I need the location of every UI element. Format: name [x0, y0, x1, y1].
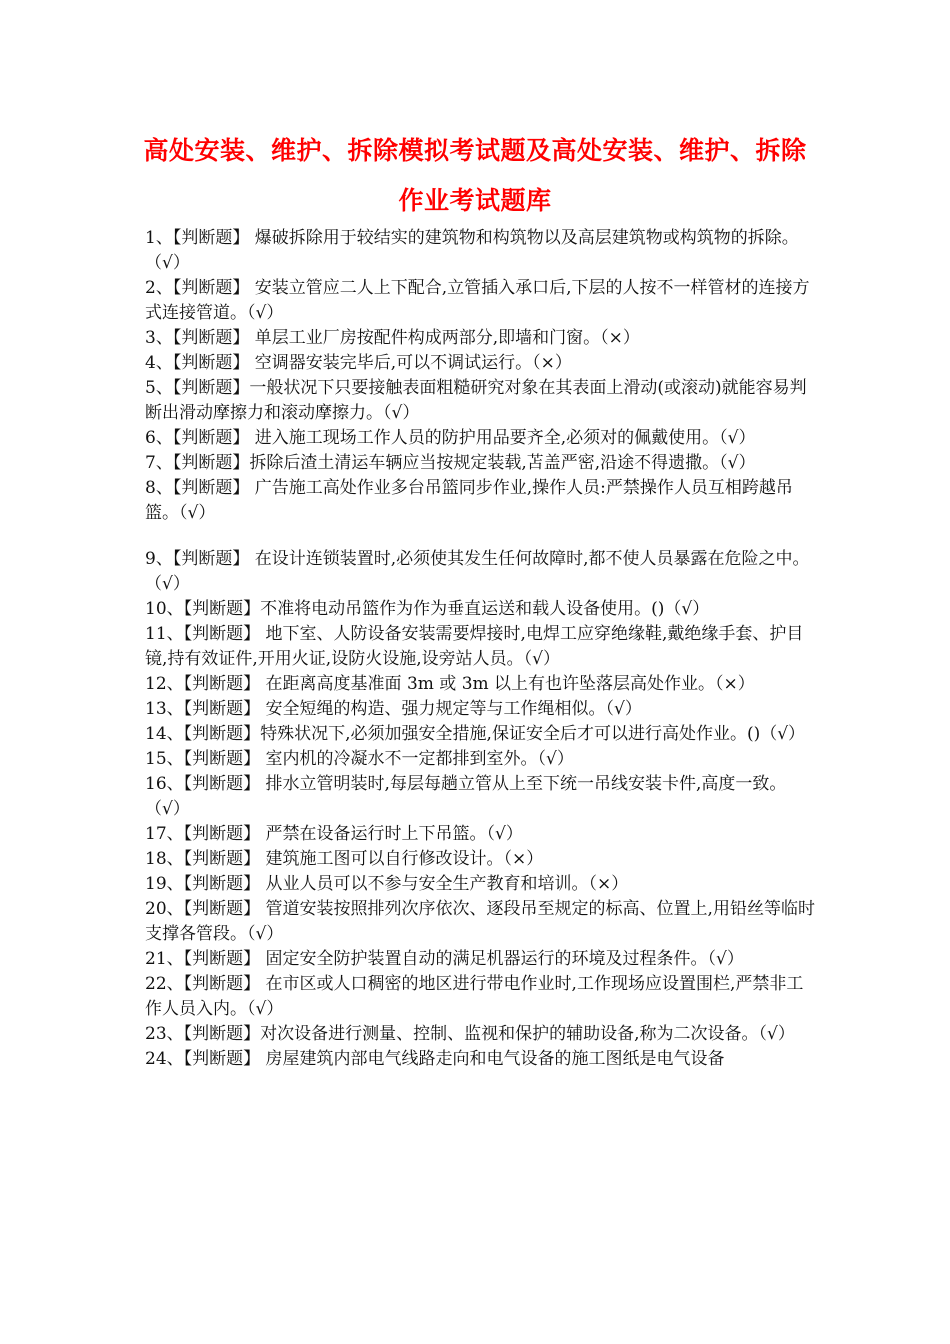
question-answer: （√） [719, 428, 756, 448]
question-item [145, 697, 817, 722]
question-type-tag: 【判断题】 [172, 453, 250, 473]
question-item [145, 1022, 817, 1047]
question-answer: （√） [537, 749, 574, 769]
question-text: 空调器安装完毕后,可以不调试运行。 [249, 353, 533, 373]
question-number: 18、 [145, 849, 184, 869]
question-text: 管道安装按照排列次序依次、逐段吊至规定的标高、位置上,用铅丝等临时支撑各管段。 [145, 899, 815, 944]
question-type-tag: 【判断题】 [172, 478, 250, 498]
question-number: 13、 [145, 699, 184, 719]
question-text: 广告施工高处作业多台吊篮同步作业,操作人员:严禁操作人员互相跨越吊篮。 [145, 478, 793, 523]
question-number: 2、 [145, 278, 173, 298]
question-answer: （√） [664, 599, 710, 619]
question-text: 对次设备进行测量、控制、监视和保护的辅助设备,称为二次设备。 [260, 1024, 759, 1044]
question-number: 20、 [145, 899, 184, 919]
question-item [145, 426, 817, 451]
question-text: 爆破拆除用于较结实的建筑物和构筑物以及高层建筑物或构筑物的拆除。 [249, 228, 799, 248]
question-number: 15、 [145, 749, 184, 769]
question-answer: （√） [707, 949, 744, 969]
question-type-tag: 【判断题】 [183, 874, 261, 894]
question-text: 安全短绳的构造、强力规定等与工作绳相似。 [260, 699, 606, 719]
question-text: 从业人员可以不参与安全生产教育和培训。 [260, 874, 589, 894]
question-item [145, 351, 817, 376]
question-answer: （√） [383, 403, 420, 423]
question-text: 安装立管应二人上下配合,立管插入承口后,下层的人按不一样管材的连接方式连接管道。 [145, 278, 810, 323]
question-text: 在距离高度基准面 3m 或 3m 以上有也许坠落层高处作业。 [260, 674, 716, 694]
question-text: 单层工业厂房按配件构成两部分,即墙和门窗。 [249, 328, 601, 348]
question-number: 19、 [145, 874, 184, 894]
question-text: 一般状况下只要接触表面粗糙研究对象在其表面上滑动(或滚动)就能容易判断出滑动摩擦力和滚动摩擦力。 [145, 378, 807, 423]
question-number: 17、 [145, 824, 184, 844]
question-number: 8、 [145, 478, 173, 498]
question-number: 23、 [145, 1024, 184, 1044]
question-type-tag: 【判断题】 [183, 749, 261, 769]
question-text: 固定安全防护装置自动的满足机器运行的环境及过程条件。 [260, 949, 708, 969]
question-item [145, 772, 817, 822]
question-answer: （√） [247, 924, 284, 944]
question-text: 在设计连锁装置时,必须使其发生任何故障时,都不使人员暴露在危险之中。 [249, 549, 810, 569]
document-title: 高处安装、维护、拆除模拟考试题及高处安装、维护、拆除作业考试题库 [143, 136, 807, 215]
question-type-tag: 【判断题】 [172, 228, 250, 248]
question-answer: （√） [145, 574, 190, 594]
question-item [145, 451, 817, 476]
question-item [145, 326, 817, 351]
question-number: 1、 [145, 228, 173, 248]
question-number: 5、 [145, 378, 173, 398]
question-item [145, 972, 817, 1022]
question-text: 排水立管明装时,每层每趟立管从上至下统一吊线安装卡件,高度一致。 [260, 774, 787, 794]
question-type-tag: 【判断题】 [172, 428, 250, 448]
question-item [145, 747, 817, 772]
question-text: 严禁在设备运行时上下吊篮。 [260, 824, 487, 844]
question-type-tag: 【判断题】 [172, 278, 250, 298]
question-text: 特殊状况下,必须加强安全措施,保证安全后才可以进行高处作业。() [260, 724, 761, 744]
question-number: 16、 [145, 774, 184, 794]
question-item [145, 276, 817, 326]
question-item [145, 622, 817, 672]
question-type-tag: 【判断题】 [183, 899, 261, 919]
question-type-tag: 【判断题】 [183, 974, 261, 994]
question-number: 6、 [145, 428, 173, 448]
question-item [145, 597, 817, 622]
question-type-tag: 【判断题】 [172, 328, 250, 348]
question-answer: （×） [715, 674, 755, 694]
question-answer: （√） [145, 799, 190, 819]
question-type-tag: 【判断题】 [183, 949, 261, 969]
question-text: 房屋建筑内部电气线路走向和电气设备的施工图纸是电气设备 [260, 1049, 725, 1069]
question-number: 3、 [145, 328, 173, 348]
question-number: 22、 [145, 974, 184, 994]
question-answer: （√） [145, 253, 190, 273]
question-answer: （√） [760, 724, 806, 744]
question-number: 21、 [145, 949, 184, 969]
question-number: 12、 [145, 674, 184, 694]
question-text: 进入施工现场工作人员的防护用品要齐全,必须对的佩戴使用。 [249, 428, 720, 448]
question-text: 在市区或人口稠密的地区进行带电作业时,工作现场应设置围栏,严禁非工作人员入内。 [145, 974, 804, 1019]
question-type-tag: 【判断题】 [183, 824, 261, 844]
question-type-tag: 【判断题】 [183, 774, 261, 794]
question-answer: （√） [247, 303, 284, 323]
question-answer: （×） [532, 353, 572, 373]
question-text: 拆除后渣土清运车辆应当按规定装载,苫盖严密,沿途不得遗撒。 [249, 453, 720, 473]
question-type-tag: 【判断题】 [183, 624, 261, 644]
question-text: 室内机的冷凝水不一定都排到室外。 [260, 749, 538, 769]
question-item [145, 872, 817, 897]
question-number: 24、 [145, 1049, 184, 1069]
question-item [145, 822, 817, 847]
question-item [145, 1047, 817, 1072]
question-answer: （×） [503, 849, 544, 869]
question-type-tag: 【判断题】 [183, 699, 261, 719]
question-answer: （√） [179, 503, 216, 523]
question-item [145, 476, 817, 526]
question-answer: （×） [600, 328, 640, 348]
question-number: 7、 [145, 453, 173, 473]
question-type-tag: 【判断题】 [172, 353, 250, 373]
question-type-tag: 【判断题】 [183, 674, 261, 694]
question-item [145, 226, 817, 276]
question-item [145, 947, 817, 972]
question-type-tag: 【判断题】 [183, 599, 261, 619]
question-answer: （√） [758, 1024, 795, 1044]
question-answer: （√） [247, 999, 284, 1019]
question-type-tag: 【判断题】 [183, 849, 261, 869]
question-item [145, 897, 817, 947]
question-answer: （√） [523, 649, 560, 669]
question-item [145, 376, 817, 426]
question-type-tag: 【判断题】 [172, 378, 250, 398]
question-answer: （√） [605, 699, 642, 719]
question-item [145, 672, 817, 697]
question-number: 9、 [145, 549, 173, 569]
question-type-tag: 【判断题】 [183, 724, 261, 744]
question-type-tag: 【判断题】 [183, 1024, 261, 1044]
question-type-tag: 【判断题】 [172, 549, 250, 569]
question-type-tag: 【判断题】 [183, 1049, 261, 1069]
question-answer: （×） [588, 874, 629, 894]
question-number: 11、 [145, 624, 184, 644]
question-item [145, 722, 817, 747]
question-text: 建筑施工图可以自行修改设计。 [260, 849, 504, 869]
question-item [145, 547, 817, 597]
question-list [145, 226, 817, 1072]
question-number: 4、 [145, 353, 173, 373]
question-number: 10、 [145, 599, 184, 619]
question-text: 地下室、人防设备安装需要焊接时,电焊工应穿绝缘鞋,戴绝缘手套、护目镜,持有效证件,开用火证,设防火设施,设旁站人员。 [145, 624, 804, 669]
question-text: 不准将电动吊篮作为作为垂直运送和载人设备使用。() [260, 599, 665, 619]
question-answer: （√） [486, 824, 523, 844]
question-number: 14、 [145, 724, 184, 744]
question-item [145, 847, 817, 872]
question-answer: （√） [719, 453, 756, 473]
